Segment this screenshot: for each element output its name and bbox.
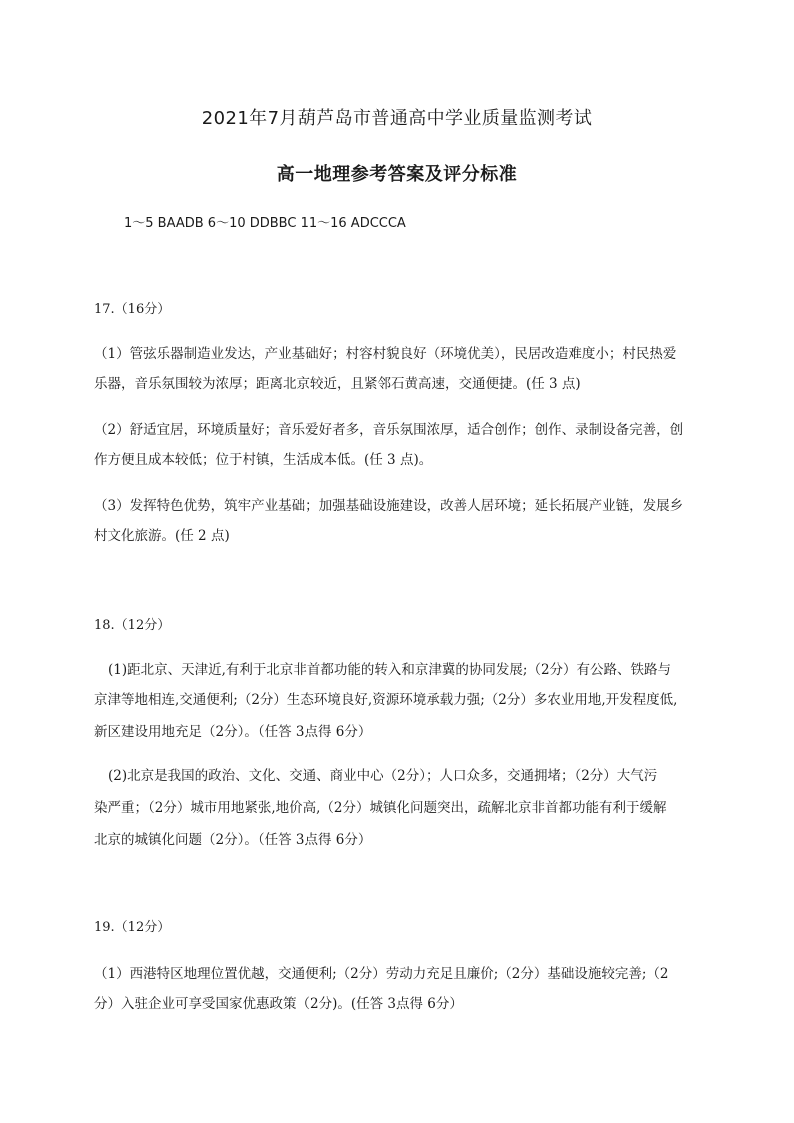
q17-part1-line1: （1）管弦乐器制造业发达，产业基础好；村容村貌良好（环境优美），民居改造难度小；村民热爱 [94, 346, 677, 362]
q17-part2-line2: 作方便且成本较低；位于村镇，生活成本低。(任 3 点)。 [94, 452, 433, 468]
q18-part1-line2: 京津等地相连,交通便利;（2分）生态环境良好,资源环境承载力强;（2分）多农业用地,开发程度低, [94, 692, 678, 708]
q18-part2-line2: 染严重；（2分）城市用地紧张,地价高,（2分）城镇化问题突出，疏解北京非首都功能有利于缓解 [94, 800, 667, 816]
q18-part2-line1: (2)北京是我国的政治、文化、交通、商业中心（2分）；人口众多，交通拥堵；（2分）大气污 [108, 768, 658, 784]
question-18-heading: 18.（12分） [94, 618, 171, 633]
q17-part1-line2: 乐器，音乐氛围较为浓厚；距离北京较近，且紧邻石黄高速，交通便捷。(任 3 点) [94, 376, 581, 392]
q17-part3-line2: 村文化旅游。(任 2 点) [94, 528, 230, 544]
answer-key-title: 高一地理参考答案及评分标准 [276, 164, 518, 185]
q19-part1-line2: 分）入驻企业可享受国家优惠政策（2分)。(任答 3点得 6分） [94, 996, 463, 1012]
q19-part1-line1: （1）西港特区地理位置优越，交通便利;（2分）劳动力充足且廉价;（2分）基础设施较完善;（2 [94, 966, 669, 982]
question-19-heading: 19.（12分） [94, 920, 171, 935]
q17-part2-line1: （2）舒适宜居，环境质量好；音乐爱好者多，音乐氛围浓厚，适合创作；创作、录制设备完善，创 [94, 422, 684, 438]
q18-part2-line3: 北京的城镇化问题（2分）。（任答 3点得 6分） [94, 832, 372, 848]
multiple-choice-answers: 1～5 BAADB 6～10 DDBBC 11～16 ADCCCA [124, 216, 406, 231]
q17-part3-line1: （3）发挥特色优势，筑牢产业基础；加强基础设施建设，改善人居环境；延长拓展产业链，发展乡 [94, 498, 684, 514]
question-17-heading: 17.（16分） [94, 302, 171, 317]
q18-part1-line3: 新区建设用地充足（2分）。（任答 3点得 6分） [94, 724, 372, 740]
q18-part1-line1: (1)距北京、天津近,有利于北京非首都功能的转入和京津冀的协同发展;（2分）有公路、铁路与 [108, 662, 672, 678]
exam-title: 2021年7月葫芦岛市普通高中学业质量监测考试 [201, 108, 593, 129]
